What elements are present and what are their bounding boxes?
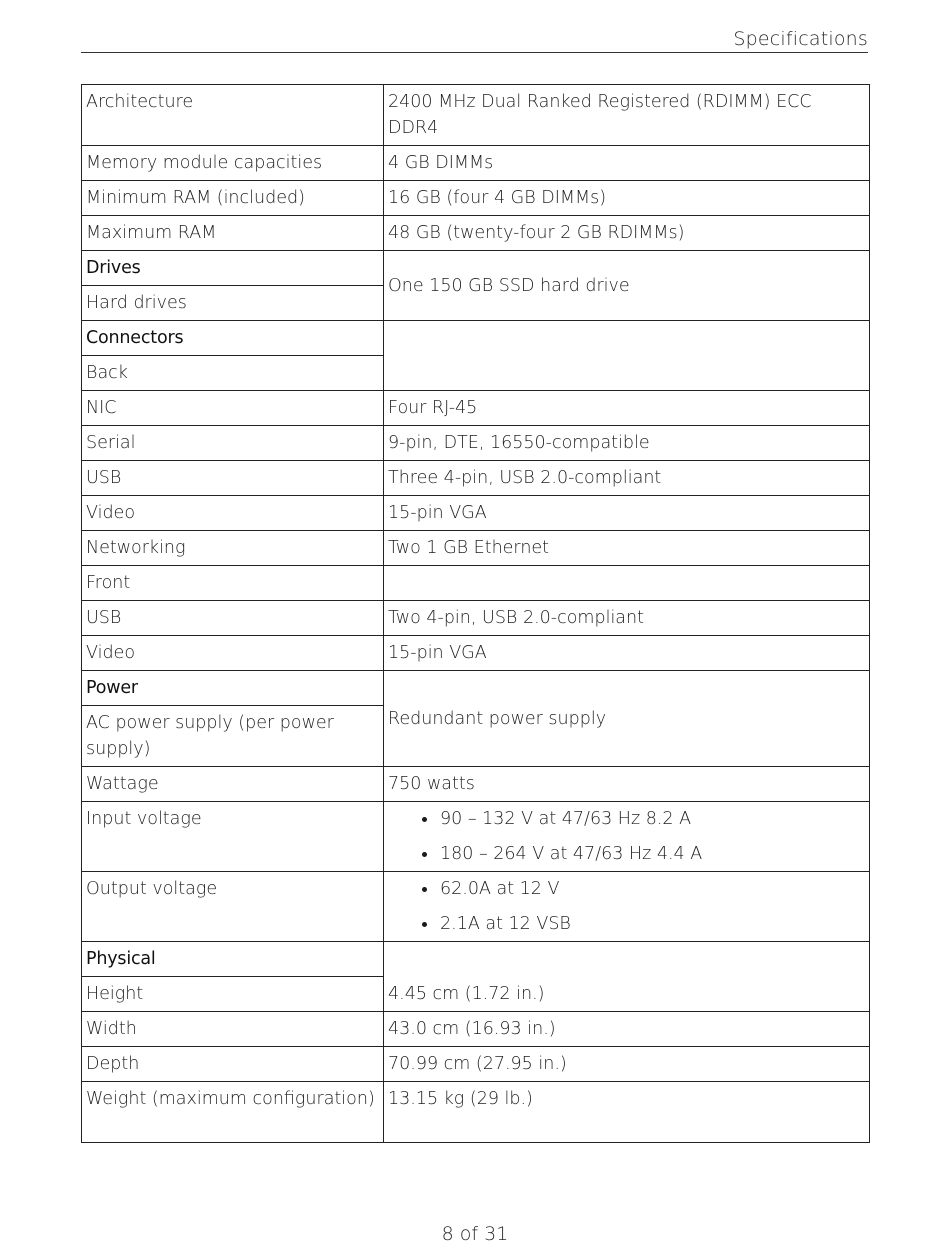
table-row-drives-heading <box>82 251 870 286</box>
row-label: Video <box>82 496 384 531</box>
row-label: Wattage <box>82 767 384 802</box>
input-voltage-list <box>388 806 865 867</box>
row-label: Video <box>82 636 384 671</box>
table-row-connectors-heading <box>82 321 870 356</box>
row-label: Minimum RAM (included) <box>82 181 384 216</box>
list-item: 90 – 132 V at 47/63 Hz 8.2 A <box>418 806 865 832</box>
table-row-input-voltage <box>82 802 870 872</box>
table-row-video-back <box>82 496 870 531</box>
table-row-video-front <box>82 636 870 671</box>
row-value-list <box>384 802 870 872</box>
page-number: 8 of 31 <box>441 1223 509 1245</box>
table-row-serial <box>82 426 870 461</box>
row-value: 9-pin, DTE, 16550-compatible <box>384 426 870 461</box>
row-value-empty <box>384 566 870 601</box>
section-heading-connectors: Connectors <box>82 321 384 356</box>
table-row-memory-module-capacities <box>82 146 870 181</box>
table-row-weight <box>82 1082 870 1143</box>
table-row-minimum-ram <box>82 181 870 216</box>
section-heading-drives: Drives <box>82 251 384 286</box>
table-row-usb-front <box>82 601 870 636</box>
bullet-icon <box>422 922 427 927</box>
row-label: Maximum RAM <box>82 216 384 251</box>
row-value: 13.15 kg (29 lb.) <box>384 1082 870 1143</box>
table-row-nic <box>82 391 870 426</box>
row-label: Serial <box>82 426 384 461</box>
row-label: Hard drives <box>82 286 384 321</box>
table-row-front <box>82 566 870 601</box>
bullet-icon <box>422 887 427 892</box>
row-value: Three 4-pin, USB 2.0-compliant <box>384 461 870 496</box>
section-heading-physical: Physical <box>82 942 384 977</box>
row-value: 15-pin VGA <box>384 496 870 531</box>
row-label: Depth <box>82 1047 384 1082</box>
row-value: 43.0 cm (16.93 in.) <box>384 1012 870 1047</box>
table-row-usb-back <box>82 461 870 496</box>
row-label: Networking <box>82 531 384 566</box>
row-value-list <box>384 872 870 942</box>
row-label: Back <box>82 356 384 391</box>
row-label: Input voltage <box>82 802 384 872</box>
row-value-empty <box>384 321 870 391</box>
row-value: 48 GB (twenty-four 2 GB RDIMMs) <box>384 216 870 251</box>
table-row-maximum-ram <box>82 216 870 251</box>
row-label: Width <box>82 1012 384 1047</box>
table-row-width <box>82 1012 870 1047</box>
table-row-wattage <box>82 767 870 802</box>
row-value: 4 GB DIMMs <box>384 146 870 181</box>
table-row-output-voltage <box>82 872 870 942</box>
page-header <box>81 0 868 53</box>
list-item: 180 – 264 V at 47/63 Hz 4.4 A <box>418 841 865 867</box>
table-row-physical-heading <box>82 942 870 977</box>
row-value: 2400 MHz Dual Ranked Registered (RDIMM) ECC DDR4 <box>384 85 870 146</box>
row-label: USB <box>82 461 384 496</box>
page-title: Specifications <box>733 28 868 50</box>
row-label: Height <box>82 977 384 1012</box>
row-label: NIC <box>82 391 384 426</box>
bullet-icon <box>422 817 427 822</box>
table-row-power-heading <box>82 671 870 706</box>
row-label: Weight (maximum configuration) <box>82 1082 384 1143</box>
row-label: Output voltage <box>82 872 384 942</box>
table-row-depth <box>82 1047 870 1082</box>
list-item: 2.1A at 12 VSB <box>418 911 865 937</box>
row-value: 70.99 cm (27.95 in.) <box>384 1047 870 1082</box>
specifications-table <box>81 84 870 1143</box>
table-row-architecture <box>82 85 870 146</box>
row-value: Two 4-pin, USB 2.0-compliant <box>384 601 870 636</box>
row-value: 16 GB (four 4 GB DIMMs) <box>384 181 870 216</box>
row-value: Redundant power supply <box>384 671 870 767</box>
row-value: Two 1 GB Ethernet <box>384 531 870 566</box>
row-value: Four RJ-45 <box>384 391 870 426</box>
row-value: 15-pin VGA <box>384 636 870 671</box>
list-item: 62.0A at 12 V <box>418 876 865 902</box>
row-label: Front <box>82 566 384 601</box>
output-voltage-list <box>388 876 865 937</box>
row-label: Architecture <box>82 85 384 146</box>
row-label: AC power supply (per power supply) <box>82 706 384 767</box>
row-value: 750 watts <box>384 767 870 802</box>
row-label: Memory module capacities <box>82 146 384 181</box>
table-row-networking <box>82 531 870 566</box>
row-value: One 150 GB SSD hard drive <box>384 251 870 321</box>
row-value: 4.45 cm (1.72 in.) <box>384 942 870 1012</box>
section-heading-power: Power <box>82 671 384 706</box>
bullet-icon <box>422 852 427 857</box>
row-label: USB <box>82 601 384 636</box>
